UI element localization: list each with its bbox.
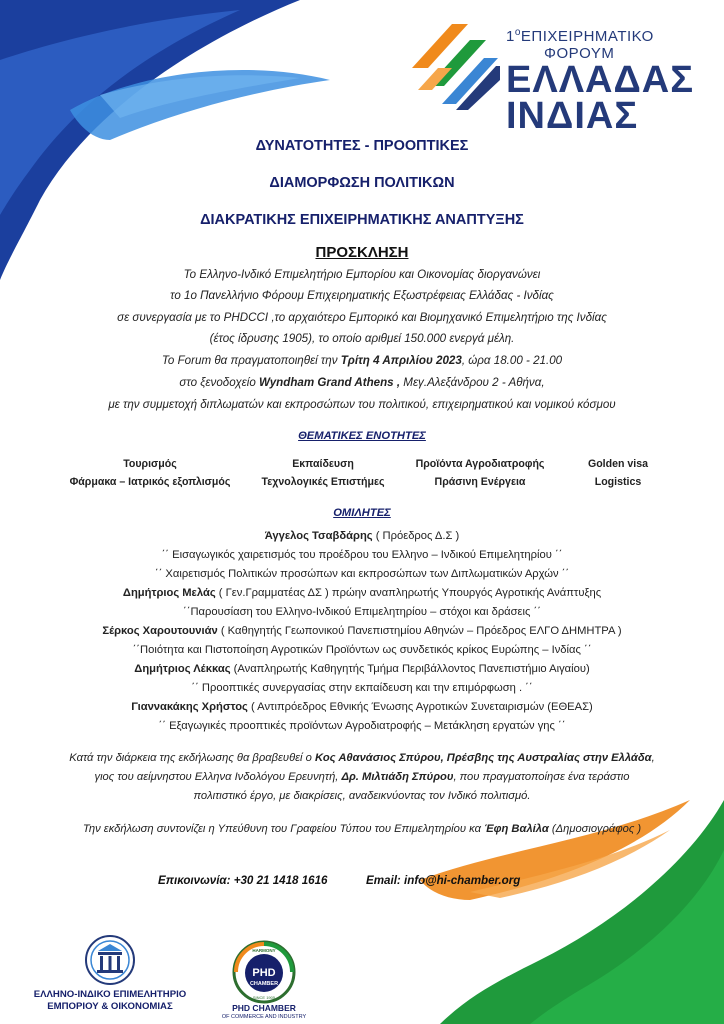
speaker-1-name: Άγγελος Τσαβδάρης: [264, 530, 373, 542]
speaker-4-name: Δημήτριος Λέκκας: [134, 663, 231, 675]
topic-column-4: [568, 457, 668, 490]
forum-logo-text: [506, 24, 695, 137]
speakers-title: ΟΜΙΛΗΤΕΣ: [333, 507, 391, 519]
contact-phone: Επικοινωνία: +30 21 1418 1616: [158, 874, 328, 887]
speaker-2: [0, 587, 724, 599]
speaker-1-talk-2: ΄΄ Χαιρετισμός Πολιτικών προσώπων και εκπροσώπων των Διπλωματικών Αρχών ΄΄: [154, 568, 570, 580]
phd-badge-text: PHD: [252, 967, 276, 979]
speaker-4-talk: ΄΄ Προοπτικές συνεργασίας στην εκπαίδευση και την επιμόρφωση . ΄΄: [191, 682, 533, 694]
speaker-2-talk: ΄΄Παρουσίαση του Ελληνο-Ινδικού Επιμελητηρίου – στόχοι και δράσεις ΄΄: [183, 606, 541, 618]
speaker-3-role: ( Καθηγητής Γεωπονικού Πανεπιστημίου Αθηνών – Πρόεδρος ΕΛΓΟ ΔΗΜΗΤΡΑ ): [217, 625, 622, 637]
logo-line1: ΕΠΙΧΕΙΡΗΜΑΤΙΚΟ: [520, 28, 654, 45]
award-father-name: Δρ. Μιλτιάδη Σπύρου: [341, 771, 454, 783]
heading-line2: ΔΙΑΜΟΡΦΩΣΗ ΠΟΛΙΤΙΚΩΝ: [269, 175, 455, 191]
hi-chamber-line2: ΕΜΠΟΡΙΟΥ & ΟΙΚΟΝΟΜΙΑΣ: [47, 1001, 173, 1012]
logo-line4: ΙΝΔΙΑΣ: [506, 95, 639, 137]
date-prefix: Το Forum θα πραγματοποιηθεί την: [161, 354, 341, 367]
coordinator-line: [0, 823, 724, 835]
event-time: , ώρα 18.00 - 21.00: [461, 354, 563, 367]
logo-number: 1: [506, 28, 515, 45]
topic-column-2: [248, 457, 398, 490]
invitation-line4: (έτος ίδρυσης 1905), το οποίο αριθμεί 150.000 ενεργά μέλη.: [209, 332, 515, 345]
award-line2: [0, 771, 724, 783]
logo-superscript: ο: [514, 27, 521, 38]
phd-chamber-name: [202, 1004, 326, 1022]
speaker-3-name: Σέρκος Χαρουτουνιάν: [102, 625, 218, 637]
event-date: Τρίτη 4 Απριλίου 2023: [340, 354, 462, 367]
phd-badge-chamber-text: CHAMBER: [249, 981, 279, 987]
forum-logo-icon: [408, 20, 500, 112]
topic-green-energy: Πράσινη Ενέργεια: [434, 476, 526, 488]
logo-line3: ΕΛΛΑΔΑΣ: [506, 59, 695, 101]
award-honoree: Κος Αθανάσιος Σπύρου, Πρέσβης της Αυστραλίας στην Ελλάδα: [314, 752, 652, 764]
award-line1: [0, 752, 724, 764]
speaker-3-talk: ΄΄Ποιότητα και Πιστοποίηση Αγροτικών Προϊόντων ως συνδετικός κρίκος Ευρώπης – Ινδίας ΄΄: [132, 644, 592, 656]
coordinator-prefix: Την εκδήλωση συντονίζει η Υπεύθυνη του Γραφείου Τύπου του Επιμελητηρίου κα: [82, 823, 485, 835]
topic-education: Εκπαίδευση: [292, 458, 354, 470]
phd-ring-top-text: HARMONY: [252, 948, 276, 953]
invitation-line6: [0, 376, 724, 389]
topic-agrifood: Προϊόντα Αγροδιατροφής: [415, 458, 545, 470]
invitation-line2: το 1ο Πανελλήνιο Φόρουμ Επιχειρηματικής Εξωστρέφειας Ελλάδας - Ινδίας: [170, 289, 554, 302]
speaker-5: [0, 701, 724, 713]
award-father-prefix: γιος του αείμνηστου Ελληνα Ινδολόγου Ερευνητή,: [94, 771, 342, 783]
venue-name: Wyndham Grand Athens ,: [259, 376, 401, 389]
coordinator-role: (Δημοσιογράφος ): [548, 823, 642, 835]
phd-chamber-logo-icon: [232, 940, 296, 1004]
topic-column-1: [60, 457, 240, 490]
hi-chamber-logo-icon: [84, 934, 136, 986]
award-father-suffix: , που πραγματοποίησε ένα τεράστιο: [453, 771, 630, 783]
topic-pharma: Φάρμακα – Ιατρικός εξοπλισμός: [69, 476, 231, 488]
logo-line2: ΦΟΡΟΥΜ: [544, 45, 615, 62]
hi-chamber-name: [22, 989, 198, 1013]
invitation-title: ΠΡΟΣΚΛΗΣΗ: [315, 244, 409, 261]
topic-tech: Τεχνολογικές Επιστήμες: [261, 476, 385, 488]
topic-column-3: [400, 457, 560, 490]
invitation-line5: [0, 354, 724, 367]
speaker-5-role: ( Αντιπρόεδρος Εθνικής Ένωσης Αγροτικών Συνεταιρισμών (ΕΘΕΑΣ): [247, 701, 593, 713]
heading-line1: ΔΥΝΑΤΟΤΗΤΕΣ - ΠΡΟΟΠΤΙΚΕΣ: [255, 138, 469, 154]
speaker-5-talk: ΄΄ Εξαγωγικές προοπτικές προϊόντων Αγροδιατροφής – Μετάκληση εργατών γης ΄΄: [158, 720, 566, 732]
speaker-4-role: (Αναπληρωτής Καθηγητής Τμήμα Περιβάλλοντος Πανεπιστήμιο Αιγαίου): [230, 663, 590, 675]
speaker-3: [0, 625, 724, 637]
venue-prefix: στο ξενοδοχείο: [179, 376, 259, 389]
contact-email[interactable]: Email: info@hi-chamber.org: [366, 874, 521, 887]
invitation-line7: με την συμμετοχή διπλωματών και εκπροσώπων του πολιτικού, επιχειρηματικού και νομικού κόσμου: [108, 398, 616, 411]
heading-line3: ΔΙΑΚΡΑΤΙΚΗΣ ΕΠΙΧΕΙΡΗΜΑΤΙΚΗΣ ΑΝΑΠΤΥΞΗΣ: [200, 212, 524, 228]
invitation-line1: Το Ελληνο-Ινδικό Επιμελητήριο Εμπορίου και Οικονομίας διοργανώνει: [183, 268, 541, 281]
speaker-2-role: ( Γεν.Γραμματέας ΔΣ ) πρώην αναπληρωτής Υπουργός Αγροτικής Ανάπτυξης: [215, 587, 602, 599]
award-prefix: Κατά την διάρκεια της εκδήλωσης θα βραβευθεί ο: [69, 752, 315, 764]
hi-chamber-line1: ΕΛΛΗΝΟ-ΙΝΔΙΚΟ ΕΠΙΜΕΛΗΤΗΡΙΟ: [33, 989, 187, 1000]
award-comma: ,: [651, 752, 655, 764]
award-line3: πολιτιστικό έργο, με διακρίσεις, αναδεικνύοντας τον Ινδικό πολιτισμό.: [193, 790, 531, 802]
phd-ring-bottom-text: SINCE 1905: [252, 995, 276, 1000]
venue-address: Μεγ.Αλεξάνδρου 2 - Αθήνα,: [400, 376, 545, 389]
speaker-4: [0, 663, 724, 675]
topic-golden-visa: Golden visa: [587, 458, 649, 470]
speaker-2-name: Δημήτριος Μελάς: [122, 587, 216, 599]
invitation-line3: σε συνεργασία με το PHDCCI ,το αρχαιότερο Εμπορικό και Βιομηχανικό Επιμελητήριο της Ινδίας: [117, 311, 607, 324]
phd-chamber-line2: OF COMMERCE AND INDUSTRY: [221, 1014, 307, 1020]
speaker-1-role: ( Πρόεδρος Δ.Σ ): [372, 530, 460, 542]
speaker-1: [0, 530, 724, 542]
topics-title: ΘΕΜΑΤΙΚΕΣ ΕΝΟΤΗΤΕΣ: [298, 430, 426, 442]
phd-chamber-line1: PHD CHAMBER: [232, 1003, 296, 1013]
speaker-1-talk-1: ΄΄ Εισαγωγικός χαιρετισμός του προέδρου του Ελληνο – Ινδικού Επιμελητηρίου ΄΄: [161, 549, 563, 561]
topic-tourism: Τουρισμός: [123, 458, 177, 470]
coordinator-name: Έφη Βαλίλα: [484, 823, 549, 835]
topic-logistics: Logistics: [594, 476, 642, 488]
speaker-5-name: Γιαννακάκης Χρήστος: [131, 701, 248, 713]
